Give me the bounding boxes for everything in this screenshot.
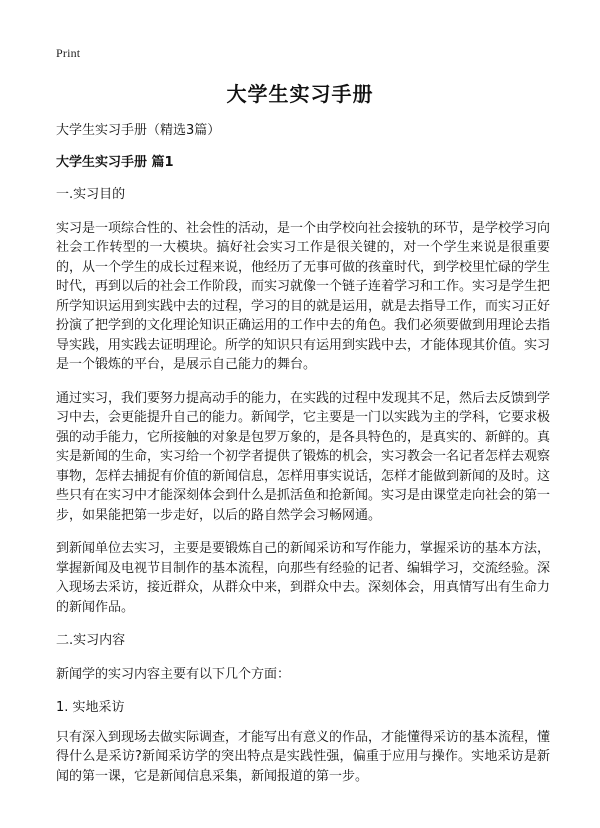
paragraph: 通过实习，我们要努力提高动手的能力，在实践的过程中发现其不足，然后去反馈到学习中去，会更能提升自己的能力。新闻学，它主要是一门以实践为主的学科，它要求极强的动手能力，它所接触的对象是包罗万象的，是各具特色的，是真实的、新鲜的。真实是新闻的生命，实习给一个初学者提供了锻炼的机会，实习教会一名记者怎样去观察事物，怎样去捕捉有价值的新闻信息，怎样用事实说话，怎样才能做到新闻的及时。这些只有在实习中才能深刻体会到什么是抓活鱼和抢新闻。实习是由课堂走向社会的第一步，如果能把第一步走好，以后的路自然学会习畅网通。 bbox=[56, 390, 551, 523]
section-intro: 新闻学的实习内容主要有以下几个方面： bbox=[56, 666, 291, 682]
section-heading-content: 二.实习内容 bbox=[56, 633, 126, 648]
document-body bbox=[56, 121, 550, 800]
document-subtitle: 大学生实习手册（精选3篇） bbox=[56, 123, 221, 138]
paragraph: 只有深入到现场去做实际调查，才能写出有意义的作品，才能懂得采访的基本流程，懂得什么是采访?新闻采访学的突出特点是实践性强，偏重于应用与操作。实地采访是新闻的第一课，它是新闻信息采集，新闻报道的第一步。 bbox=[56, 729, 551, 784]
chapter-title: 大学生实习手册 篇1 bbox=[56, 154, 174, 170]
document-title: 大学生实习手册 bbox=[226, 82, 374, 106]
paragraph: 实习是一项综合性的、社会性的活动，是一个由学校向社会接轨的环节，是学校学习向社会工作转型的一大模块。搞好社会实习工作是很关键的，对一个学生来说是很重要的，从一个学生的成长过程来说，他经历了无事可做的孩童时代，到学校里忙碌的学生时代，再到以后的社会工作阶段，而实习就像一个链子连着学习和工作。实习是学生把所学知识运用到实践中去的过程，学习的目的就是运用，就是去指导工作，而实习正好扮演了把学到的文化理论知识正确运用的工作中去的角色。我们必须要做到用理论去指导实践，用实践去证明理论。所学的知识只有运用到实践中去，才能体现其价值。实习是一个锻炼的平台，是展示自己能力的舞台。 bbox=[56, 220, 551, 372]
subsection-heading: 1. 实地采访 bbox=[56, 700, 125, 715]
paragraph: 到新闻单位去实习，主要是要锻炼自己的新闻采访和写作能力，掌握采访的基本方法，掌握新闻及电视节目制作的基本流程，向那些有经验的记者、编辑学习，交流经验。深入现场去采访，接近群众，从群众中来，到群众中去。深刻体会，用真情写出有生命力的新闻作品。 bbox=[56, 541, 551, 615]
section-heading-purpose: 一.实习目的 bbox=[56, 187, 126, 202]
print-label: Print bbox=[56, 46, 81, 60]
